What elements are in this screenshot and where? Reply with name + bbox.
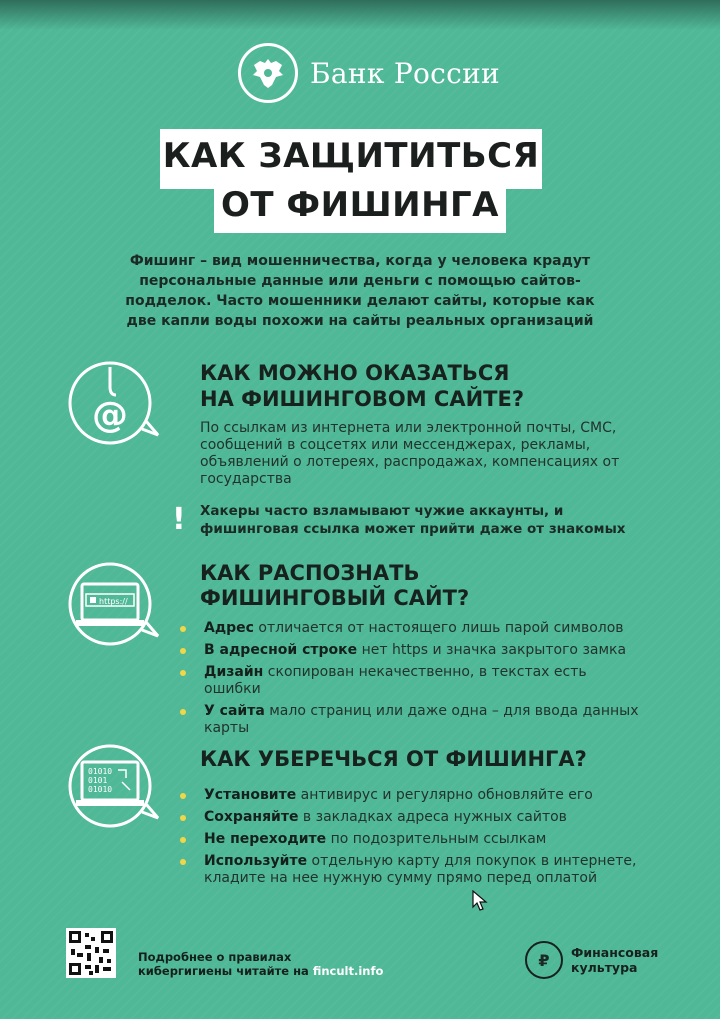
page-title-line1: КАК ЗАЩИТИТЬСЯ [162, 136, 540, 176]
svg-text:01010: 01010 [88, 785, 113, 794]
section3-heading: КАК УБЕРЕЧЬСЯ ОТ ФИШИНГА? [200, 747, 587, 771]
list-item: Установите антивирус и регулярно обновляйте его [176, 787, 646, 804]
https-label: https:// [99, 597, 128, 606]
warning-exclamation-icon: ! [172, 502, 186, 537]
list-item: Не переходите по подозрительным ссылкам [176, 831, 646, 848]
qr-code[interactable] [66, 928, 116, 978]
svg-text:@: @ [92, 395, 128, 436]
mouse-cursor-icon [472, 890, 488, 916]
section1-heading-line2: НА ФИШИНГОВОМ САЙТЕ? [200, 387, 525, 411]
top-shadow-band [0, 0, 720, 30]
bank-of-russia-logo [238, 42, 500, 104]
svg-text:0101: 0101 [88, 776, 108, 785]
section1-heading-line1: КАК МОЖНО ОКАЗАТЬСЯ [200, 361, 510, 385]
footer-info: Подробнее о правилах кибергигиены читайте на fincult.info [138, 950, 384, 978]
double-headed-eagle-icon [238, 43, 298, 103]
page-title-line2: ОТ ФИШИНГА [221, 185, 499, 225]
intro-paragraph: Фишинг – вид мошенничества, когда у человека крадут персональные данные или деньги с помощью сайтов-подделок. Часто мошенники делают сайты, которые как две капли воды похожи на сайты реальных организаций [125, 253, 595, 329]
section1-warning: Хакеры часто взламывают чужие аккаунты, и фишинговая ссылка может прийти даже от знакомых [200, 503, 626, 537]
fincult-link[interactable]: fincult.info [312, 964, 384, 978]
financial-culture-logo: ₽ Финансовая культура [525, 941, 658, 979]
list-item: Адрес отличается от настоящего лишь парой символов [176, 620, 646, 637]
svg-text:01010: 01010 [88, 767, 113, 776]
section2-heading-line2: ФИШИНГОВЫЙ САЙТ? [200, 586, 470, 610]
logo-name: Банк России [310, 56, 501, 90]
laptop-binary-icon [66, 742, 154, 830]
section3-list [176, 787, 646, 892]
list-item: У сайта мало страниц или даже одна – для ввода данных карты [176, 703, 646, 737]
fishhook-at-icon [66, 359, 154, 447]
list-item: Используйте отдельную карту для покупок в интернете, кладите на нее нужную сумму прямо перед оплатой [176, 853, 646, 887]
section2-list [176, 620, 646, 742]
section1-text: По ссылкам из интернета или электронной почты, СМС, сообщений в соцсетях или мессенджерах, рекламы, объявлений о лотереях, распродажах, компенсациях от государства [200, 420, 620, 487]
laptop-https-icon [66, 560, 154, 648]
list-item: Дизайн скопирован некачественно, в текстах есть ошибки [176, 664, 646, 698]
list-item: Сохраняйте в закладках адреса нужных сайтов [176, 809, 646, 826]
ruble-icon: ₽ [525, 941, 563, 979]
section2-heading-line1: КАК РАСПОЗНАТЬ [200, 561, 420, 585]
list-item: В адресной строке нет https и значка закрытого замка [176, 642, 646, 659]
